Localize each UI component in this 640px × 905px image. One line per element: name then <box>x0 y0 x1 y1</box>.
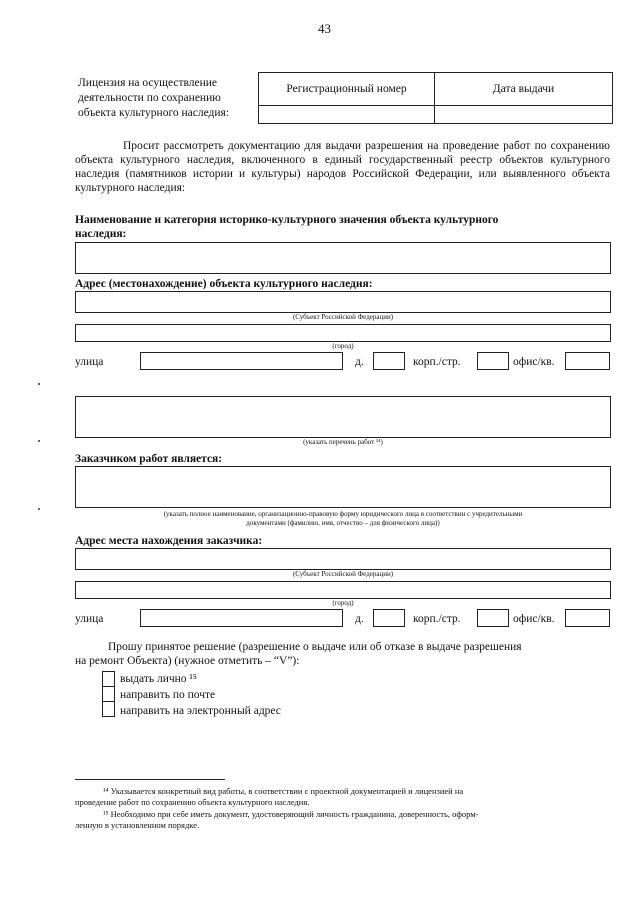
footnote-14-line-2: проведение работ по сохранению объекта культурного наследия. <box>75 797 310 807</box>
customer-city-caption: (город) <box>332 599 354 607</box>
license-label-line-1: Лицензия на осуществление <box>78 77 218 89</box>
customer-street-field[interactable] <box>140 609 343 627</box>
issue-date-header: Дата выдачи <box>435 73 613 106</box>
object-city-field[interactable] <box>75 324 611 342</box>
option-by-post-label: направить по почте <box>120 689 216 701</box>
object-subject-caption: (Субъект Российской Федерации) <box>292 313 394 321</box>
customer-subject-caption: (Субъект Российской Федерации) <box>292 570 394 578</box>
license-table <box>258 72 613 124</box>
page-number: 43 <box>318 21 331 36</box>
customer-street-label: улица <box>75 613 104 625</box>
issue-date-field[interactable] <box>435 106 613 124</box>
customer-title: Заказчиком работ является: <box>75 453 223 465</box>
object-house-field[interactable] <box>373 352 405 370</box>
object-building-field[interactable] <box>477 352 509 370</box>
object-house-label: д. <box>355 356 364 368</box>
customer-caption-line-2: документами (фамилию, имя, отчество – для физического лица)) <box>246 519 440 527</box>
customer-office-field[interactable] <box>565 609 610 627</box>
option-by-email-label: направить на электронный адрес <box>120 705 281 717</box>
registration-number-field[interactable] <box>259 106 435 124</box>
works-list-caption: (указать перечень работ ¹⁴) <box>303 438 383 446</box>
decision-line-1: Прошу принятое решение (разрешение о выдаче или об отказе в выдаче разрешения <box>108 641 522 653</box>
footnote-separator <box>75 779 225 780</box>
object-office-label: офис/кв. <box>513 356 555 368</box>
footnote-14-line-1: ¹⁴ Указывается конкретный вид работы, в соответствии с проектной документацией и лицензией на <box>103 786 464 796</box>
intro-paragraph: Просит рассмотреть документацию для выдачи разрешения на проведение работ по сохранению объекта культурного наследия, включенного в единый государственный реестр объектов культурного наследия (памятников истории и культуры) народов Российской Федерации, или выявленного объекта культурного наследия: <box>75 140 610 194</box>
customer-office-label: офис/кв. <box>513 613 555 625</box>
scan-speck <box>38 383 40 385</box>
option-by-post-checkbox[interactable] <box>102 686 115 702</box>
object-office-field[interactable] <box>565 352 610 370</box>
scan-speck <box>38 440 40 442</box>
customer-address-title: Адрес места нахождения заказчика: <box>75 535 263 547</box>
footnote-15-line-1: ¹⁵ Необходимо при себе иметь документ, удостоверяющий личность гражданина, доверенность, оформ- <box>103 809 479 819</box>
customer-city-field[interactable] <box>75 581 611 599</box>
object-building-label: корп./стр. <box>413 356 461 368</box>
object-name-field[interactable] <box>75 242 611 274</box>
license-label-line-2: деятельности по сохранению <box>78 92 221 104</box>
registration-number-header: Регистрационный номер <box>259 73 435 106</box>
object-address-title: Адрес (местонахождение) объекта культурного наследия: <box>75 278 373 290</box>
object-name-title-cont: наследия: <box>75 228 127 240</box>
object-city-caption: (город) <box>332 342 354 350</box>
scan-speck <box>38 508 40 510</box>
decision-line-2: на ремонт Объекта) (нужное отметить – “V”): <box>75 655 300 667</box>
option-in-person-checkbox[interactable] <box>102 671 115 687</box>
option-by-email-checkbox[interactable] <box>102 701 115 717</box>
license-label-line-3: объекта культурного наследия: <box>78 107 230 119</box>
object-subject-field[interactable] <box>75 291 611 313</box>
customer-caption-line-1: (указать полное наименование, организационно-правовую форму юридического лица в соответствии с учредительными <box>163 510 523 518</box>
customer-building-field[interactable] <box>477 609 509 627</box>
object-street-label: улица <box>75 356 104 368</box>
customer-subject-field[interactable] <box>75 548 611 570</box>
object-street-field[interactable] <box>140 352 343 370</box>
customer-building-label: корп./стр. <box>413 613 461 625</box>
works-list-field[interactable] <box>75 396 611 438</box>
option-in-person-label: выдать лично ¹⁵ <box>120 673 197 685</box>
object-name-title: Наименование и категория историко-культурного значения объекта культурного <box>75 214 499 226</box>
customer-house-field[interactable] <box>373 609 405 627</box>
customer-field[interactable] <box>75 466 611 508</box>
footnote-15-line-2: ленную в установленном порядке. <box>75 820 200 830</box>
customer-house-label: д. <box>355 613 364 625</box>
